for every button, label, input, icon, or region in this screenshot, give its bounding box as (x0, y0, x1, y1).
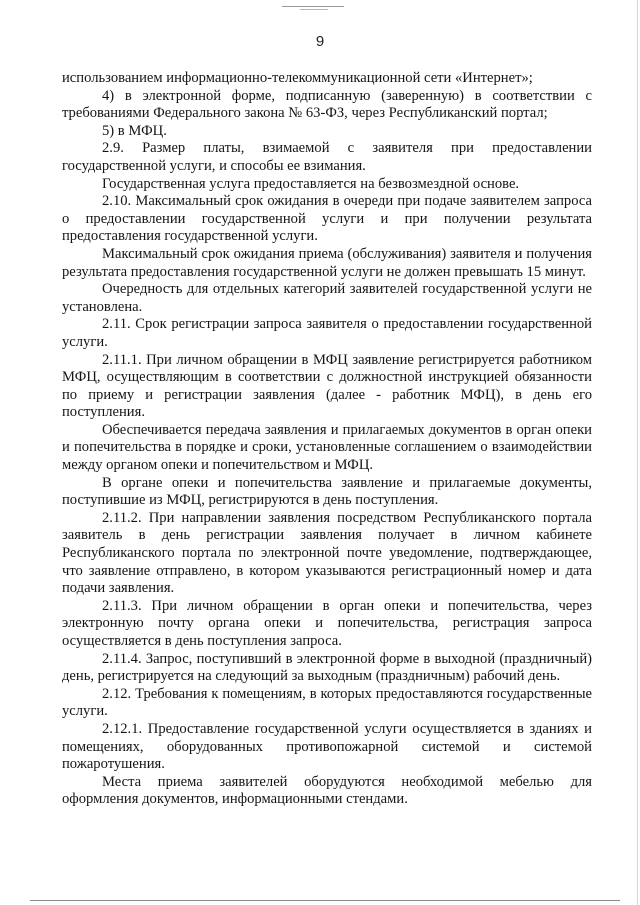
paragraph: 2.10. Максимальный срок ожидания в очереди при подаче заявителем запроса о предоставлении государственной услуги и при получении результата предоставления государственной услуги. (62, 193, 592, 245)
paragraph: 2.11.1. При личном обращении в МФЦ заявление регистрируется работником МФЦ, осуществляющим в соответствии с должностной инструкцией обязанности по приему и регистрации заявления (далее - работник МФЦ), в день его поступления. (62, 351, 592, 421)
scan-mark (300, 9, 328, 10)
paragraph: 2.12.1. Предоставление государственной услуги осуществляется в зданиях и помещениях, оборудованных противопожарной системой и системой пожаротушения. (62, 720, 592, 773)
paragraph: 2.11.4. Запрос, поступивший в электронной форме в выходной (праздничный) день, регистрируется на следующий за выходным (праздничным) рабочий день. (62, 650, 592, 685)
scan-mark (282, 6, 344, 7)
paragraph: 5) в МФЦ. (102, 122, 167, 139)
page-edge (637, 0, 638, 905)
paragraph: Государственная услуга предоставляется на безвозмездной основе. (102, 175, 520, 192)
paragraph: 2.11.2. При направлении заявления посредством Республиканского портала заявитель в день регистрации заявления получает в личном кабинете Республиканского портала по электронной почте уведомление, подтверждающее, что заявление отправлено, в котором указываются регистрационный номер и дата подачи заявления. (62, 509, 592, 597)
paragraph: 2.11. Срок регистрации запроса заявителя о предоставлении государственной услуги. (62, 316, 592, 350)
paragraph: 4) в электронной форме, подписанную (заверенную) в соответствии с требованиями Федерального закона № 63-ФЗ, через Республиканский портал; (62, 87, 592, 122)
paragraph: 2.9. Размер платы, взимаемой с заявителя при предоставлении государственной услуги, и способы ее взимания. (62, 140, 592, 174)
paragraph: 2.12. Требования к помещениям, в которых предоставляются государственные услуги. (62, 685, 592, 720)
document-body (62, 70, 592, 809)
page-number: 9 (315, 33, 325, 50)
page-bottom-edge (30, 900, 620, 901)
paragraph: В органе опеки и попечительства заявление и прилагаемые документы, поступившие из МФЦ, регистрируются в день поступления. (62, 474, 592, 509)
paragraph: Обеспечивается передача заявления и прилагаемых документов в орган опеки и попечительства в порядке и сроки, установленные соглашением о взаимодействии между органом опеки и попечительством и МФЦ. (62, 421, 592, 474)
paragraph: Места приема заявителей оборудуются необходимой мебелью для оформления документов, информационными стендами. (62, 773, 592, 808)
paragraph: 2.11.3. При личном обращении в орган опеки и попечительства, через электронную почту органа опеки и попечительства, регистрация запроса осуществляется в день поступления запроса. (62, 597, 592, 649)
paragraph: Очередность для отдельных категорий заявителей государственной услуги не установлена. (62, 281, 592, 315)
paragraph: использованием информационно-телекоммуникационной сети «Интернет»; (62, 70, 533, 86)
paragraph: Максимальный срок ожидания приема (обслуживания) заявителя и получения результата предоставления государственной услуги не должен превышать 15 минут. (62, 245, 592, 280)
